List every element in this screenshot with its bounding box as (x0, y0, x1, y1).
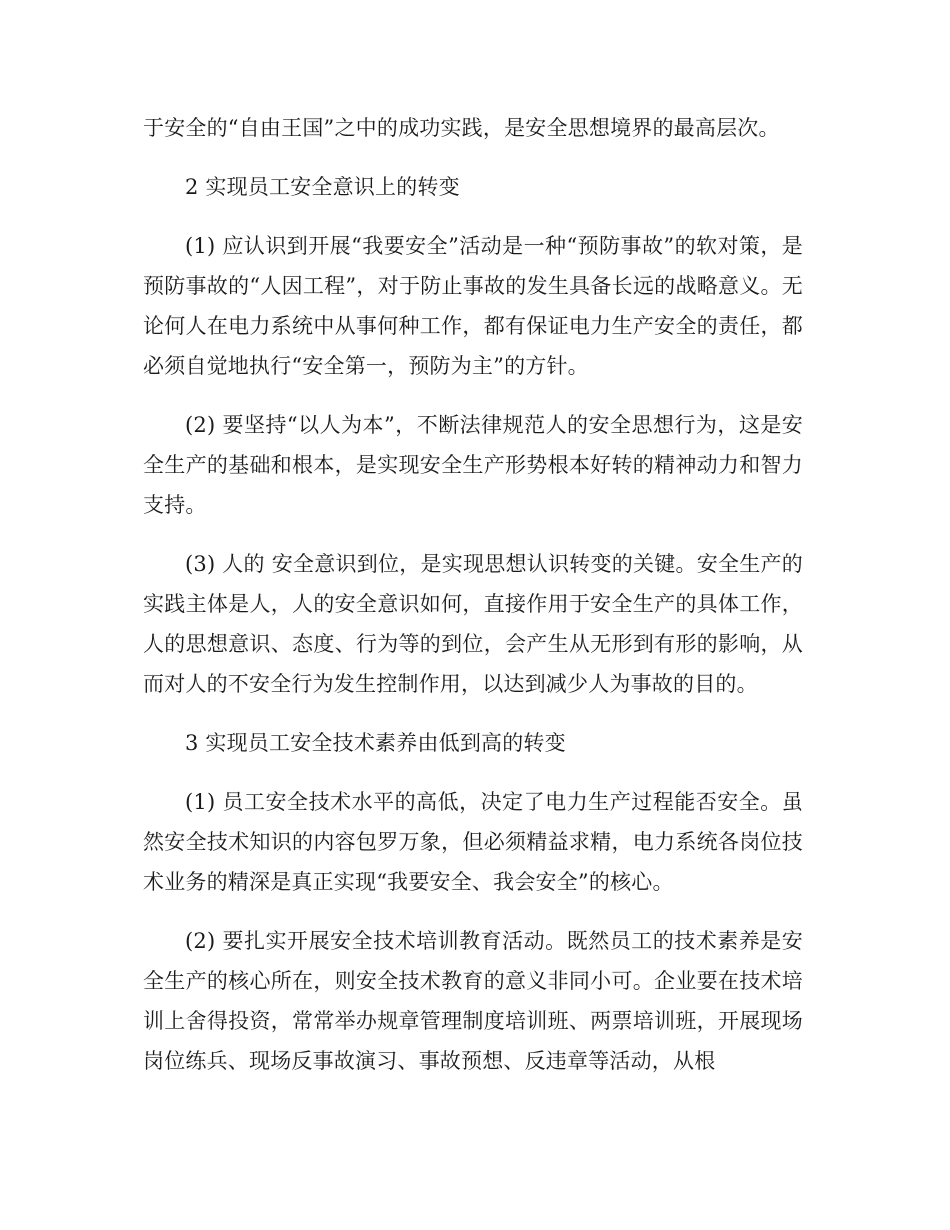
document-body (143, 108, 803, 1100)
paragraph-2-3: (3) 人的 安全意识到位，是实现思想认识转变的关键。安全生产的实践主体是人，人的安全意识如何，直接作用于安全生产的具体工作，人的思想意识、态度、行为等的到位，会产生从无形到有形的影响，从而对人的不安全行为发生控制作用，以达到减少人为事故的目的。 (143, 552, 803, 696)
paragraph-continued: 于安全的“自由王国”之中的成功实践，是安全思想境界的最高层次。 (143, 116, 780, 140)
section-heading-3: 3 实现员工安全技术素养由低到高的转变 (185, 731, 566, 755)
paragraph-2-2: (2) 要坚持“以人为本”，不断法律规范人的安全思想行为，这是安全生产的基础和根本，是实现安全生产形势根本好转的精神动力和智力支持。 (143, 413, 803, 517)
paragraph-2-1: (1) 应认识到开展“我要安全”活动是一种“预防事故”的软对策，是预防事故的“人因工程”，对于防止事故的发生具备长远的战略意义。无论何人在电力系统中从事何种工作，都有保证电力生产安全的责任，都必须自觉地执行“安全第一，预防为主”的方针。 (143, 234, 803, 378)
paragraph-3-1: (1) 员工安全技术水平的高低，决定了电力生产过程能否安全。虽然安全技术知识的内容包罗万象，但必须精益求精，电力系统各岗位技术业务的精深是真正实现“我要安全、我会安全”的核心。 (143, 790, 803, 894)
paragraph-3-2: (2) 要扎实开展安全技术培训教育活动。既然员工的技术素养是安全生产的核心所在，则安全技术教育的意义非同小可。企业要在技术培训上舍得投资，常常举办规章管理制度培训班、两票培训班，开展现场岗位练兵、现场反事故演习、事故预想、反违章等活动，从根 (143, 929, 803, 1073)
section-heading-2: 2 实现员工安全意识上的转变 (185, 175, 460, 199)
